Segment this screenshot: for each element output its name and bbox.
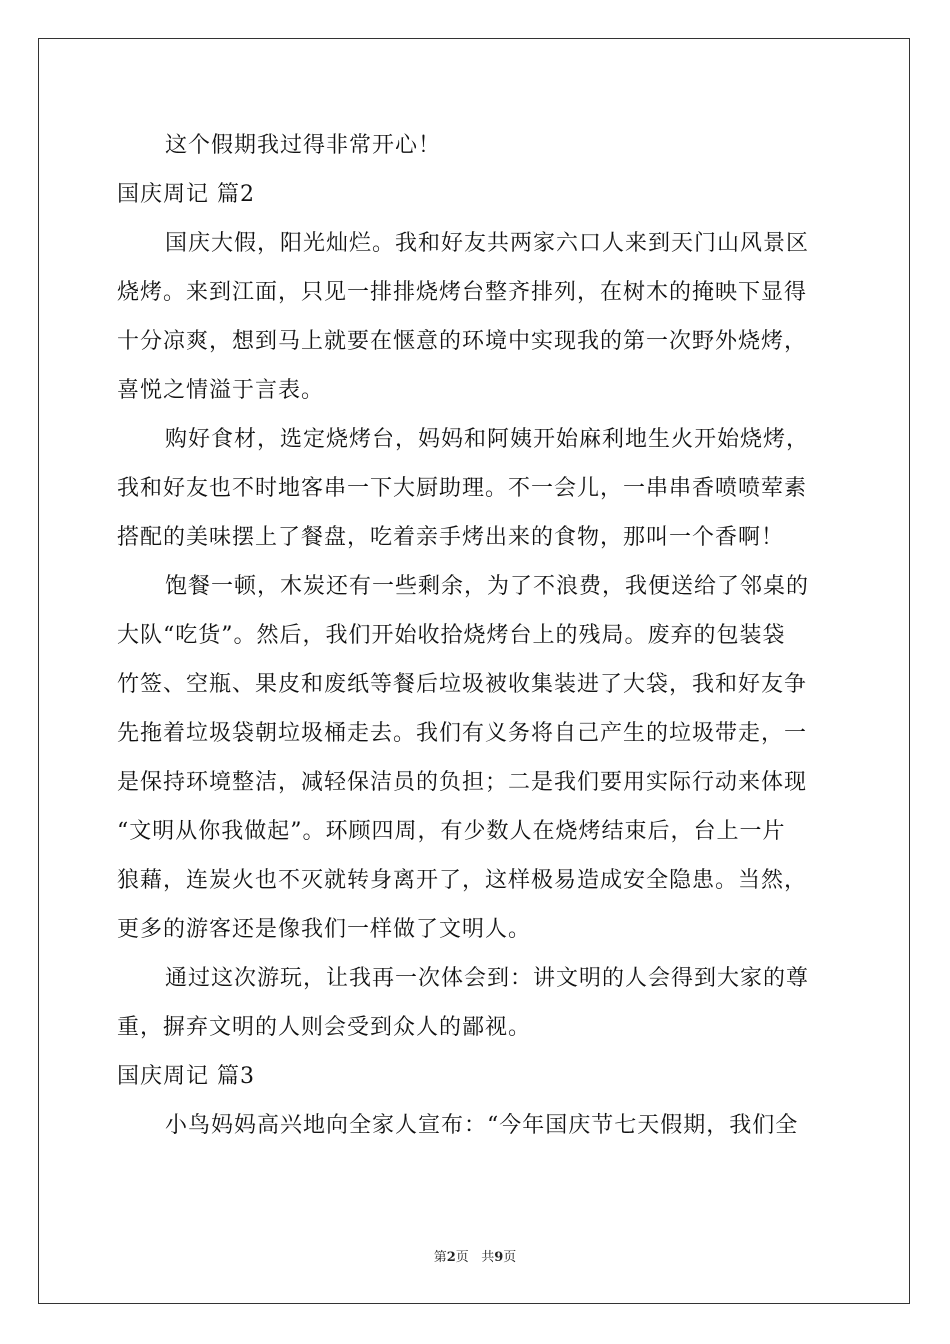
total-page-count: 9 (494, 1250, 504, 1265)
paragraph-line: 大队“吃货”。然后，我们开始收拾烧烤台上的残局。废弃的包装袋 (117, 623, 786, 648)
document-body (117, 121, 833, 1150)
page-prefix: 第 (433, 1250, 447, 1265)
paragraph-line: 通过这次游玩，让我再一次体会到：讲文明的人会得到大家的尊 (165, 966, 810, 991)
paragraph-line: 喜悦之情溢于言表。 (117, 378, 325, 403)
current-page-number: 2 (446, 1250, 456, 1265)
paragraph-line: 国庆大假，阳光灿烂。我和好友共两家六口人来到天门山风景区 (165, 231, 810, 256)
paragraph-line: “文明从你我做起”。环顾四周，有少数人在烧烤结束后，台上一片 (117, 819, 786, 844)
paragraph-line: 购好食材，选定烧烤台，妈妈和阿姨开始麻利地生火开始烧烤， (165, 427, 810, 452)
paragraph-line: 是保持环境整洁，减轻保洁员的负担；二是我们要用实际行动来体现 (117, 770, 808, 795)
paragraph-line: 重，摒弃文明的人则会受到众人的鄙视。 (117, 1015, 532, 1040)
paragraph-line: 竹签、空瓶、果皮和废纸等餐后垃圾被收集装进了大袋，我和好友争 (117, 672, 808, 697)
paragraph-line: 小鸟妈妈高兴地向全家人宣布：“今年国庆节七天假期，我们全 (165, 1113, 799, 1138)
section-heading: 国庆周记 篇2 (117, 182, 255, 207)
paragraph-line: 十分凉爽，想到马上就要在惬意的环境中实现我的第一次野外烧烤， (117, 329, 808, 354)
page-number-footer (0, 1246, 950, 1265)
paragraph-line: 这个假期我过得非常开心！ (165, 133, 442, 158)
paragraph-line: 更多的游客还是像我们一样做了文明人。 (117, 917, 532, 942)
total-prefix: 共 (481, 1250, 495, 1265)
paragraph-line: 狼藉，连炭火也不灭就转身离开了，这样极易造成安全隐患。当然， (117, 868, 808, 893)
paragraph-line: 烧烤。来到江面，只见一排排烧烤台整齐排列，在树木的掩映下显得 (117, 280, 808, 305)
paragraph-line: 饱餐一顿，木炭还有一些剩余，为了不浪费，我便送给了邻桌的 (165, 574, 810, 599)
paragraph-line: 先拖着垃圾袋朝垃圾桶走去。我们有义务将自己产生的垃圾带走，一 (117, 721, 808, 746)
total-unit: 页 (503, 1250, 517, 1265)
paragraph-line: 搭配的美味摆上了餐盘，吃着亲手烤出来的食物，那叫一个香啊！ (117, 525, 785, 550)
section-heading: 国庆周记 篇3 (117, 1064, 255, 1089)
paragraph-line: 我和好友也不时地客串一下大厨助理。不一会儿，一串串香喷喷荤素 (117, 476, 808, 501)
page-unit: 页 (455, 1250, 469, 1265)
